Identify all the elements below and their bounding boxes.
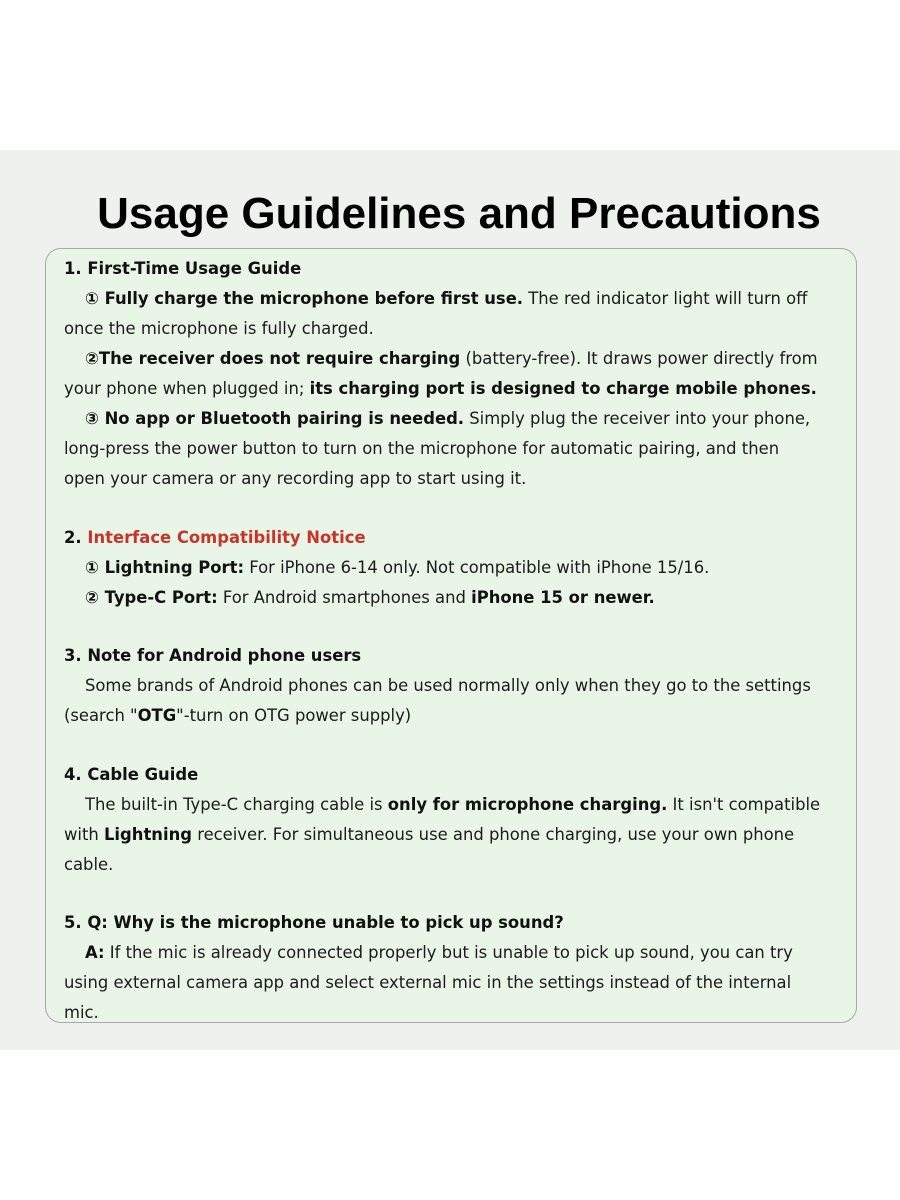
section-2-heading	[64, 523, 844, 553]
item-text: (search "	[64, 706, 138, 725]
section-spacer	[64, 613, 844, 642]
section-4-line-2	[64, 820, 844, 850]
section-1-item-3-line-3: open your camera or any recording app to start using it.	[64, 469, 527, 488]
section-spacer	[64, 880, 844, 909]
section-4-line-3: cable.	[64, 854, 114, 874]
guidelines-content	[64, 254, 844, 1028]
item-text: (battery-free). It draws power directly from	[460, 349, 818, 368]
circled-number-2: ②	[85, 587, 105, 607]
item-text: The built-in Type-C charging cable is	[85, 794, 388, 814]
section-2-item-2	[64, 583, 844, 613]
item-text: It isn't compatible	[667, 794, 821, 814]
item-text: "-turn on OTG power supply)	[176, 706, 412, 725]
section-1-title: First-Time Usage Guide	[87, 259, 302, 278]
section-3-heading: 3. Note for Android phone users	[64, 646, 362, 665]
item-text: receiver. For simultaneous use and phone charging, use your own phone	[191, 824, 795, 844]
item-text: with	[64, 824, 104, 844]
item-text: your phone when plugged in;	[64, 379, 310, 398]
item-bold-text: only for microphone charging.	[387, 794, 668, 814]
section-3-line-2	[64, 701, 844, 731]
section-1-heading	[64, 254, 844, 284]
item-bold-text: its charging port is designed to charge mobile phones.	[309, 379, 817, 398]
item-text: Simply plug the receiver into your phone,	[464, 409, 811, 428]
item-bold-text: iPhone 15 or newer.	[471, 587, 655, 607]
lightning-bold-text: Lightning	[103, 824, 192, 844]
circled-number-2: ②	[85, 349, 99, 368]
section-spacer	[64, 494, 844, 523]
circled-number-1: ①	[85, 289, 105, 308]
section-1-item-1-line-1	[64, 284, 844, 314]
item-bold-text: Fully charge the microphone before first use.	[104, 289, 524, 308]
section-4-heading: 4. Cable Guide	[64, 764, 199, 784]
section-5-line-3: mic.	[64, 1003, 99, 1022]
item-bold-text: Type-C Port:	[104, 587, 218, 607]
item-text: The red indicator light will turn off	[523, 289, 808, 308]
section-1-item-3-line-2: long-press the power button to turn on the microphone for automatic pairing, and then	[64, 439, 780, 458]
section-2-item-1	[64, 553, 844, 583]
section-2-number: 2.	[64, 527, 88, 547]
section-spacer	[64, 731, 844, 760]
page-title: Usage Guidelines and Precautions	[97, 189, 821, 238]
section-5-line-1	[64, 938, 844, 968]
item-bold-text: Lightning Port:	[104, 557, 245, 577]
item-bold-text: The receiver does not require charging	[98, 349, 461, 368]
item-text: For iPhone 6-14 only. Not compatible with iPhone 15/16.	[244, 557, 710, 577]
item-text: If the mic is already connected properly but is unable to pick up sound, you can try	[104, 943, 793, 962]
section-1-item-3-line-1	[64, 404, 844, 434]
section-1-item-1-line-2: once the microphone is fully charged.	[64, 319, 374, 338]
item-bold-text: No app or Bluetooth pairing is needed.	[104, 409, 465, 428]
section-2-title: Interface Compatibility Notice	[87, 527, 366, 547]
circled-number-1: ①	[85, 557, 105, 577]
section-1-item-2-line-2	[64, 374, 844, 404]
answer-label: A:	[85, 943, 105, 962]
section-4-line-1	[64, 790, 844, 820]
section-5-line-2: using external camera app and select external mic in the settings instead of the internal	[64, 973, 792, 992]
section-1-number: 1.	[64, 259, 88, 278]
section-5-heading: 5. Q: Why is the microphone unable to pick up sound?	[64, 913, 564, 932]
circled-number-3: ③	[85, 409, 105, 428]
section-1-item-2-line-1	[64, 344, 844, 374]
otg-bold-text: OTG	[137, 706, 177, 725]
section-3-line-1: Some brands of Android phones can be used normally only when they go to the settings	[85, 676, 811, 695]
item-text: For Android smartphones and	[217, 587, 472, 607]
